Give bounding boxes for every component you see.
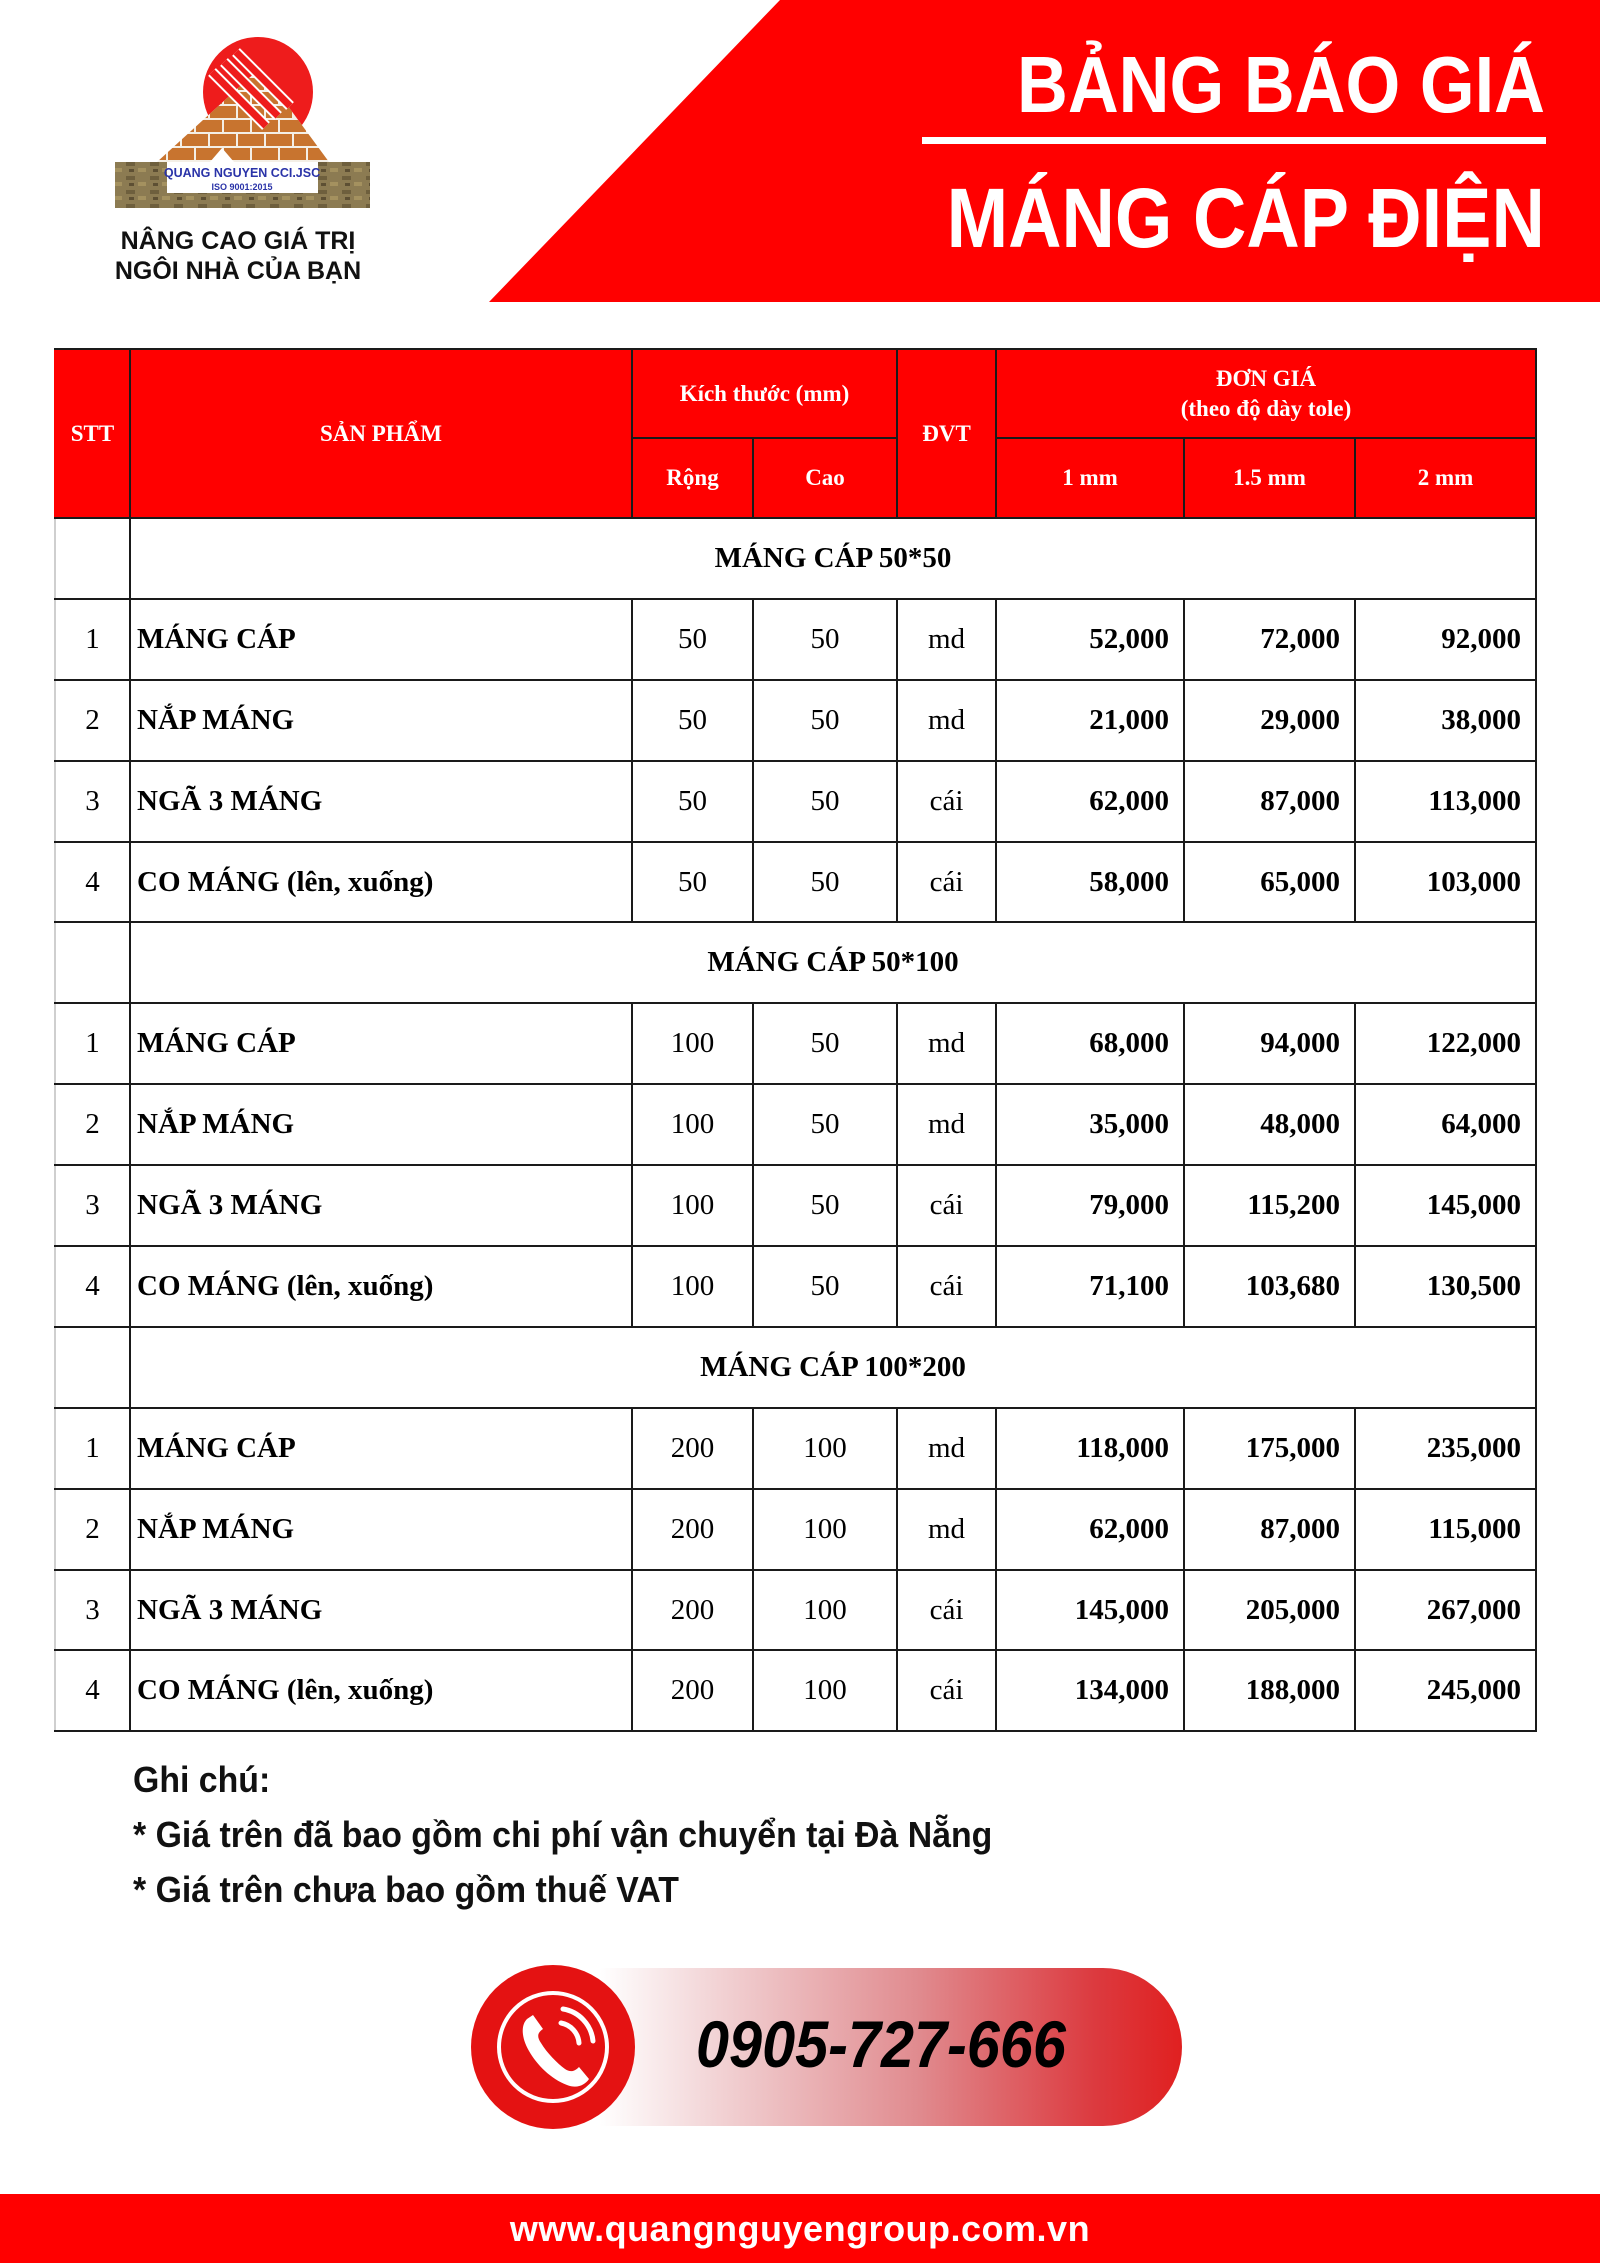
- cell-price-1-5mm: 72,000: [1184, 599, 1355, 680]
- cell-price-1mm: 145,000: [996, 1570, 1184, 1651]
- footer-bar: [0, 2194, 1600, 2263]
- cell-price-2mm: 122,000: [1355, 1003, 1536, 1084]
- cell-price-1-5mm: 65,000: [1184, 842, 1355, 923]
- cell-price-1-5mm: 87,000: [1184, 761, 1355, 842]
- logo-iso: ISO 9001:2015: [211, 182, 273, 192]
- cell-price-2mm: 245,000: [1355, 1650, 1536, 1731]
- tagline-line-1: NÂNG CAO GIÁ TRỊ: [120, 227, 356, 255]
- cell-stt: 1: [55, 1003, 130, 1084]
- cell-height: 50: [753, 1165, 897, 1246]
- cell-price-1mm: 79,000: [996, 1165, 1184, 1246]
- cell-width: 100: [632, 1084, 753, 1165]
- cell-product: NẮP MÁNG: [130, 1084, 632, 1165]
- logo-company-name: QUANG NGUYEN CCI.JSC: [163, 166, 321, 180]
- cell-stt: 3: [55, 761, 130, 842]
- col-header-size-group: Kích thước (mm): [632, 349, 897, 438]
- cell-stt: 1: [55, 1408, 130, 1489]
- cell-price-1-5mm: 188,000: [1184, 1650, 1355, 1731]
- section-stt-blank: [55, 922, 130, 1003]
- cell-product: NẮP MÁNG: [130, 1489, 632, 1570]
- cell-width: 100: [632, 1003, 753, 1084]
- table-row: [55, 1165, 1536, 1246]
- cell-unit: cái: [897, 1570, 996, 1651]
- notes-title: Ghi chú:: [133, 1759, 271, 1800]
- cell-height: 100: [753, 1489, 897, 1570]
- table-header-row: [55, 349, 1536, 438]
- cell-stt: 1: [55, 599, 130, 680]
- table-row: [55, 761, 1536, 842]
- section-stt-blank: [55, 518, 130, 599]
- cell-price-1-5mm: 29,000: [1184, 680, 1355, 761]
- cell-price-1-5mm: 175,000: [1184, 1408, 1355, 1489]
- table-row: [55, 1408, 1536, 1489]
- table-row: [55, 1570, 1536, 1651]
- cell-product: MÁNG CÁP: [130, 1003, 632, 1084]
- cell-width: 200: [632, 1408, 753, 1489]
- cell-price-1mm: 35,000: [996, 1084, 1184, 1165]
- cell-unit: md: [897, 599, 996, 680]
- cell-height: 50: [753, 761, 897, 842]
- cell-price-1mm: 62,000: [996, 1489, 1184, 1570]
- table-row: [55, 1246, 1536, 1327]
- col-header-thickness-2mm: 2 mm: [1355, 438, 1536, 518]
- col-header-height: Cao: [753, 438, 897, 518]
- cell-price-1-5mm: 205,000: [1184, 1570, 1355, 1651]
- cell-price-1-5mm: 115,200: [1184, 1165, 1355, 1246]
- price-group-subtitle: (theo độ dày tole): [1180, 395, 1352, 421]
- cell-product: NGÃ 3 MÁNG: [130, 1570, 632, 1651]
- cell-price-2mm: 38,000: [1355, 680, 1536, 761]
- cell-price-2mm: 113,000: [1355, 761, 1536, 842]
- col-header-stt: STT: [55, 349, 130, 518]
- cell-price-1mm: 68,000: [996, 1003, 1184, 1084]
- cell-price-1-5mm: 87,000: [1184, 1489, 1355, 1570]
- section-title: MÁNG CÁP 50*100: [130, 922, 1536, 1003]
- cell-unit: md: [897, 1084, 996, 1165]
- company-logo: [100, 20, 390, 220]
- cell-height: 50: [753, 1084, 897, 1165]
- phone-call-button[interactable]: [471, 1965, 635, 2129]
- website-link[interactable]: www.quangnguyengroup.com.vn: [509, 2207, 1091, 2249]
- cell-stt: 3: [55, 1570, 130, 1651]
- section-row: [55, 1327, 1536, 1408]
- cell-unit: cái: [897, 761, 996, 842]
- cell-product: CO MÁNG (lên, xuống): [130, 1650, 632, 1731]
- cell-width: 50: [632, 680, 753, 761]
- cell-stt: 4: [55, 842, 130, 923]
- page-title: BẢNG BÁO GIÁ: [1017, 40, 1545, 129]
- section-title: MÁNG CÁP 100*200: [130, 1327, 1536, 1408]
- phone-number[interactable]: 0905-727-666: [696, 2007, 1066, 2081]
- title-divider: [922, 137, 1546, 144]
- col-header-product: SẢN PHẨM: [130, 349, 632, 518]
- table-row: [55, 1003, 1536, 1084]
- section-title: MÁNG CÁP 50*50: [130, 518, 1536, 599]
- cell-price-1mm: 21,000: [996, 680, 1184, 761]
- cell-price-1mm: 62,000: [996, 761, 1184, 842]
- cell-price-2mm: 64,000: [1355, 1084, 1536, 1165]
- cell-unit: md: [897, 1489, 996, 1570]
- note-item: * Giá trên đã bao gồm chi phí vận chuyển tại Đà Nẵng: [133, 1814, 993, 1855]
- col-header-price-group: [996, 349, 1536, 438]
- table-row: [55, 1650, 1536, 1731]
- table-row: [55, 599, 1536, 680]
- cell-price-1-5mm: 48,000: [1184, 1084, 1355, 1165]
- section-stt-blank: [55, 1327, 130, 1408]
- cell-unit: cái: [897, 1165, 996, 1246]
- price-table-body: [55, 518, 1536, 1731]
- cell-width: 50: [632, 599, 753, 680]
- col-header-thickness-1-5mm: 1.5 mm: [1184, 438, 1355, 518]
- cell-price-1mm: 52,000: [996, 599, 1184, 680]
- cell-width: 200: [632, 1489, 753, 1570]
- table-row: [55, 680, 1536, 761]
- cell-price-1-5mm: 94,000: [1184, 1003, 1355, 1084]
- cell-product: MÁNG CÁP: [130, 599, 632, 680]
- cell-stt: 2: [55, 1489, 130, 1570]
- table-row: [55, 842, 1536, 923]
- cell-unit: cái: [897, 842, 996, 923]
- price-group-title: ĐƠN GIÁ: [1215, 365, 1317, 391]
- cell-stt: 2: [55, 1084, 130, 1165]
- cell-price-2mm: 267,000: [1355, 1570, 1536, 1651]
- cell-price-2mm: 92,000: [1355, 599, 1536, 680]
- cell-height: 100: [753, 1570, 897, 1651]
- cell-price-2mm: 235,000: [1355, 1408, 1536, 1489]
- tagline-line-2: NGÔI NHÀ CỦA BẠN: [114, 257, 362, 285]
- cell-width: 100: [632, 1246, 753, 1327]
- cell-product: MÁNG CÁP: [130, 1408, 632, 1489]
- cell-price-2mm: 130,500: [1355, 1246, 1536, 1327]
- cell-width: 200: [632, 1650, 753, 1731]
- col-header-thickness-1mm: 1 mm: [996, 438, 1184, 518]
- cell-height: 50: [753, 842, 897, 923]
- cell-stt: 2: [55, 680, 130, 761]
- price-table: [54, 348, 1537, 1732]
- cell-stt: 4: [55, 1650, 130, 1731]
- cell-price-2mm: 103,000: [1355, 842, 1536, 923]
- cell-height: 50: [753, 599, 897, 680]
- cell-price-1mm: 58,000: [996, 842, 1184, 923]
- cell-width: 100: [632, 1165, 753, 1246]
- cell-height: 50: [753, 1246, 897, 1327]
- cell-price-1mm: 71,100: [996, 1246, 1184, 1327]
- cell-unit: md: [897, 1408, 996, 1489]
- cell-width: 50: [632, 842, 753, 923]
- table-row: [55, 1489, 1536, 1570]
- note-item: * Giá trên chưa bao gồm thuế VAT: [133, 1869, 679, 1910]
- cell-stt: 4: [55, 1246, 130, 1327]
- cell-product: NGÃ 3 MÁNG: [130, 1165, 632, 1246]
- cell-unit: cái: [897, 1650, 996, 1731]
- cell-product: NẮP MÁNG: [130, 680, 632, 761]
- cell-height: 100: [753, 1650, 897, 1731]
- cell-stt: 3: [55, 1165, 130, 1246]
- table-row: [55, 1084, 1536, 1165]
- cell-width: 200: [632, 1570, 753, 1651]
- cell-height: 50: [753, 1003, 897, 1084]
- cell-price-2mm: 115,000: [1355, 1489, 1536, 1570]
- cell-price-2mm: 145,000: [1355, 1165, 1536, 1246]
- page-subtitle: MÁNG CÁP ĐIỆN: [946, 171, 1545, 265]
- phone-call-icon: [471, 1965, 635, 2129]
- section-row: [55, 922, 1536, 1003]
- col-header-width: Rộng: [632, 438, 753, 518]
- cell-product: CO MÁNG (lên, xuống): [130, 1246, 632, 1327]
- cell-unit: md: [897, 1003, 996, 1084]
- cell-price-1mm: 134,000: [996, 1650, 1184, 1731]
- cell-width: 50: [632, 761, 753, 842]
- section-row: [55, 518, 1536, 599]
- cell-price-1-5mm: 103,680: [1184, 1246, 1355, 1327]
- notes: [133, 1752, 992, 1917]
- col-header-unit: ĐVT: [897, 349, 996, 518]
- cell-product: NGÃ 3 MÁNG: [130, 761, 632, 842]
- cell-height: 50: [753, 680, 897, 761]
- cell-product: CO MÁNG (lên, xuống): [130, 842, 632, 923]
- cell-height: 100: [753, 1408, 897, 1489]
- cell-unit: md: [897, 680, 996, 761]
- cell-price-1mm: 118,000: [996, 1408, 1184, 1489]
- cell-unit: cái: [897, 1246, 996, 1327]
